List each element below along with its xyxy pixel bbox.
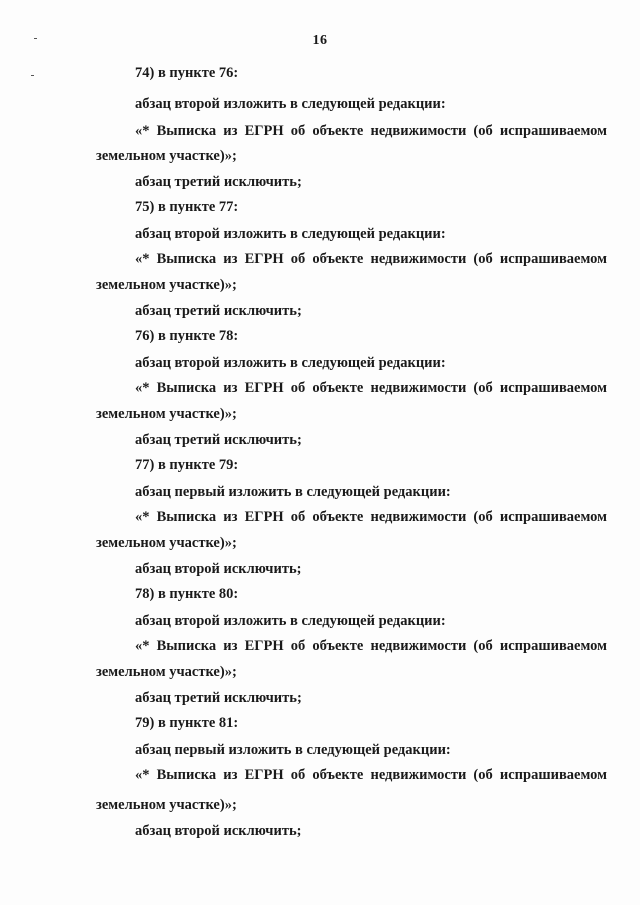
document-line: земельном участке)»; [96,535,237,551]
document-line: «* Выписка из ЕГРН об объекте недвижимости (об испрашиваемом [135,638,607,654]
document-line: 79) в пункте 81: [135,715,239,731]
scan-speck [34,38,37,39]
document-line: 74) в пункте 76: [135,65,239,81]
document-line: 78) в пункте 80: [135,586,239,602]
document-line: земельном участке)»; [96,664,237,680]
document-line: абзац второй исключить; [135,561,302,577]
document-line: абзац второй исключить; [135,823,302,839]
document-line: земельном участке)»; [96,148,237,164]
document-line: абзац третий исключить; [135,690,302,706]
document-line: абзац третий исключить; [135,174,302,190]
document-line: абзац третий исключить; [135,432,302,448]
document-line: абзац первый изложить в следующей редакции: [135,742,451,758]
document-line: 75) в пункте 77: [135,199,239,215]
document-line: абзац второй изложить в следующей редакции: [135,355,446,371]
document-line: абзац второй изложить в следующей редакции: [135,226,446,242]
document-line: земельном участке)»; [96,277,237,293]
document-line: «* Выписка из ЕГРН об объекте недвижимости (об испрашиваемом [135,380,607,396]
document-line: абзац второй изложить в следующей редакции: [135,96,446,112]
document-line: абзац третий исключить; [135,303,302,319]
document-line: «* Выписка из ЕГРН об объекте недвижимости (об испрашиваемом [135,123,607,139]
document-line: 76) в пункте 78: [135,328,239,344]
scan-speck [31,75,34,76]
document-line: абзац второй изложить в следующей редакции: [135,613,446,629]
page-number: 16 [312,33,328,48]
document-line: земельном участке)»; [96,797,237,813]
document-line: земельном участке)»; [96,406,237,422]
document-line: «* Выписка из ЕГРН об объекте недвижимости (об испрашиваемом [135,509,607,525]
document-line: «* Выписка из ЕГРН об объекте недвижимости (об испрашиваемом [135,767,607,783]
document-line: «* Выписка из ЕГРН об объекте недвижимости (об испрашиваемом [135,251,607,267]
document-line: абзац первый изложить в следующей редакции: [135,484,451,500]
document-line: 77) в пункте 79: [135,457,239,473]
